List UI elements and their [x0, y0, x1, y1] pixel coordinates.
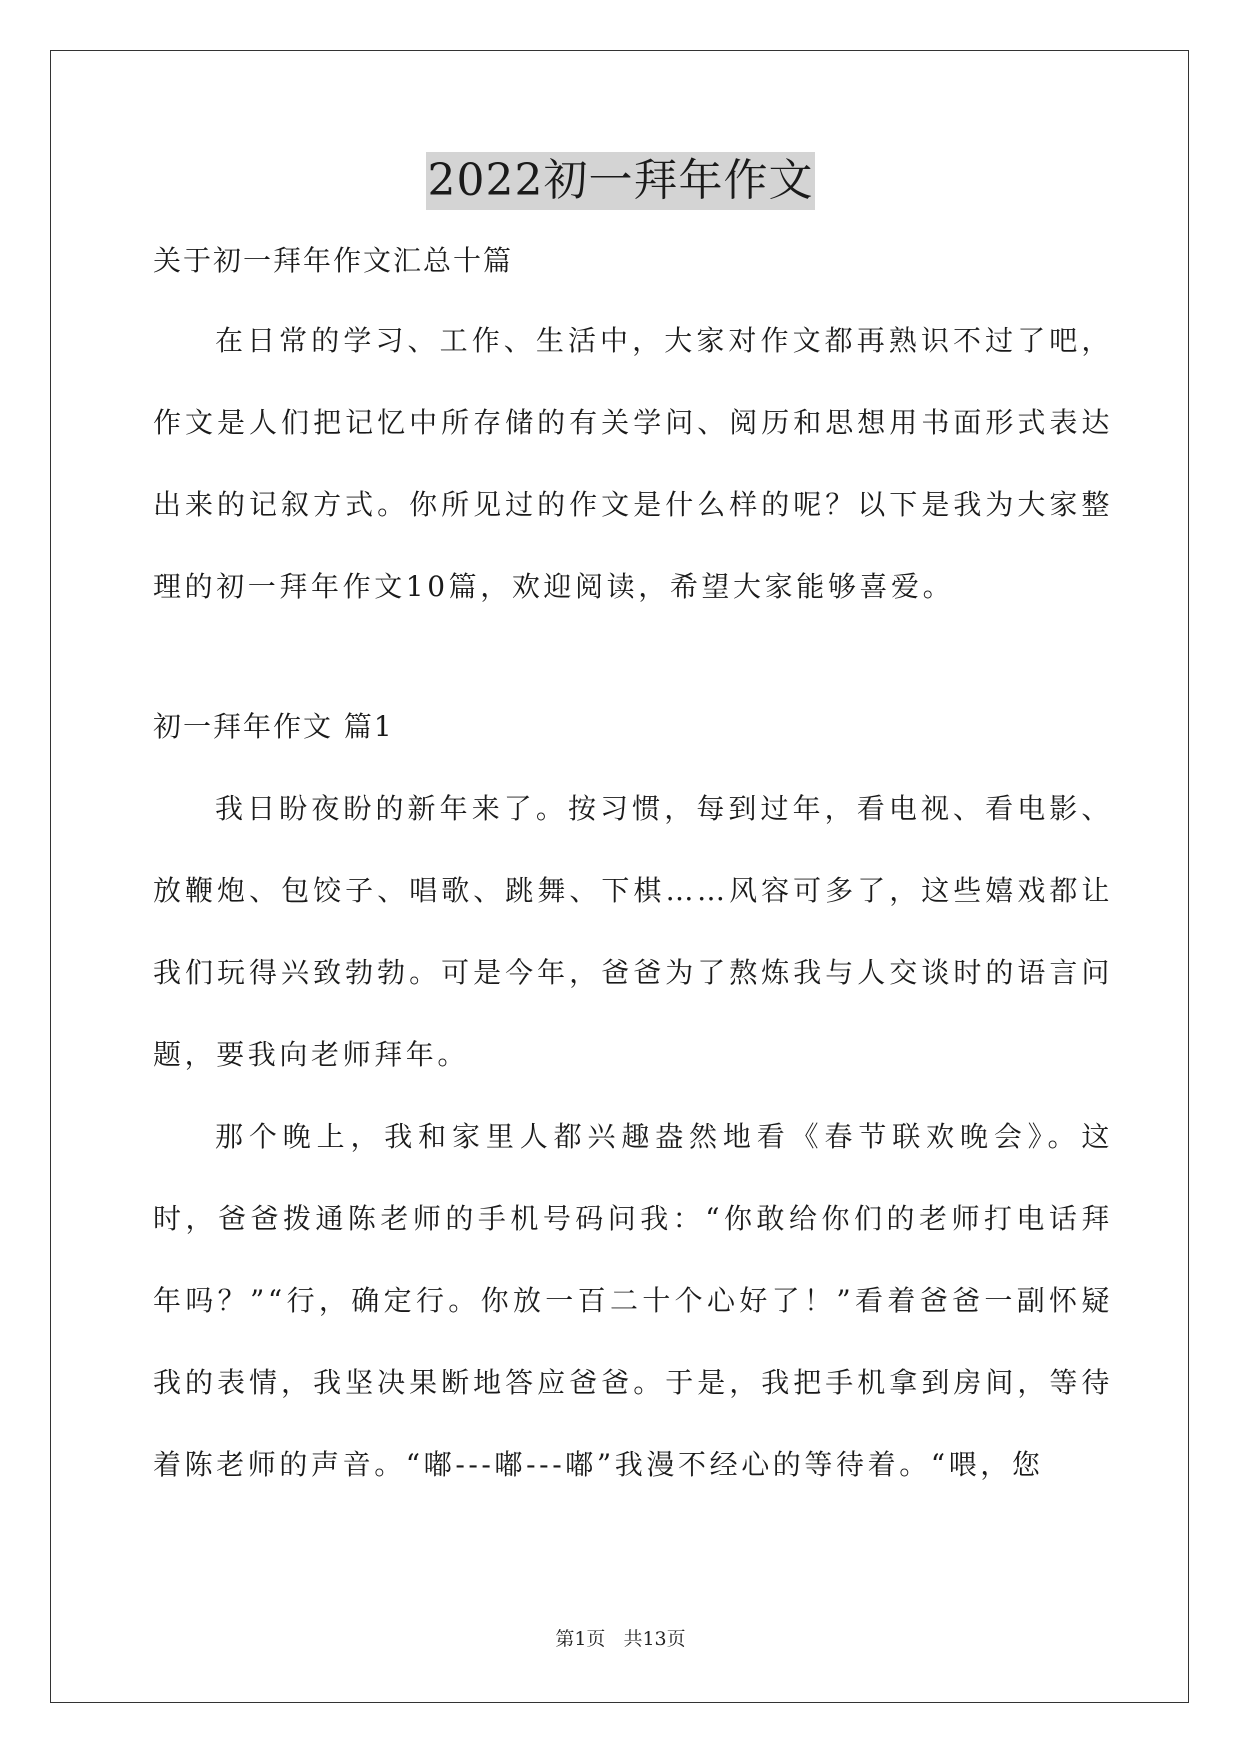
document-subtitle: 关于初一拜年作文汇总十篇: [153, 244, 514, 277]
page-number-current: 第1页: [555, 1628, 606, 1650]
document-body: [153, 228, 1113, 1506]
body-paragraph: 那个晚上，我和家里人都兴趣盎然地看《春节联欢晚会》。这时，爸爸拨通陈老师的手机号码问我：“你敢给你们的老师打电话拜年吗？”“行，确定行。你放一百二十个心好了！”看着爸爸一副怀疑我的表情，我坚决果断地答应爸爸。于是，我把手机拿到房间，等待着陈老师的声音。“嘟---嘟---嘟”我漫不经心的等待着。“喂，您: [153, 1120, 1113, 1481]
title-container: [0, 152, 1241, 210]
page-number-total: 共13页: [623, 1628, 686, 1650]
page-footer: [0, 1624, 1241, 1651]
document-title: 2022初一拜年作文: [426, 152, 816, 210]
section-heading: 初一拜年作文 篇1: [153, 710, 394, 743]
intro-paragraph: 在日常的学习、工作、生活中，大家对作文都再熟识不过了吧，作文是人们把记忆中所存储的有关学问、阅历和思想用书面形式表达出来的记叙方式。你所见过的作文是什么样的呢？以下是我为大家整理的初一拜年作文10篇，欢迎阅读，希望大家能够喜爱。: [153, 324, 1113, 603]
body-paragraph: 我日盼夜盼的新年来了。按习惯，每到过年，看电视、看电影、放鞭炮、包饺子、唱歌、跳舞、下棋……风容可多了，这些嬉戏都让我们玩得兴致勃勃。可是今年，爸爸为了熬炼我与人交谈时的语言问题，要我向老师拜年。: [153, 792, 1113, 1071]
